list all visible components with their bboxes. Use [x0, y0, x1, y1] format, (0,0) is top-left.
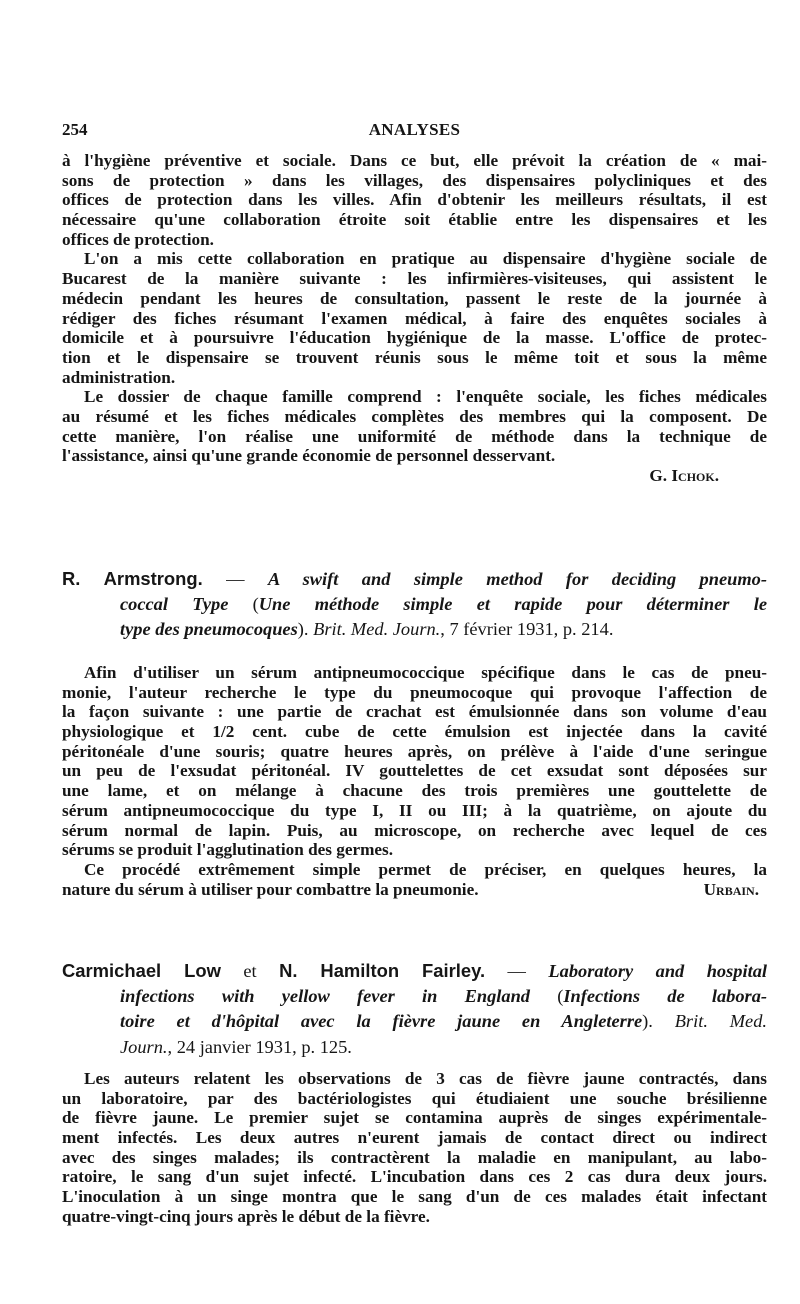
text-line: [62, 663, 767, 683]
text-line-content: sons de protection » dans les villages, des dispensaires polycliniques et des: [62, 170, 767, 190]
article-title: toire et d'hôpital avec la fièvre jaune en Angleterre: [120, 1011, 643, 1031]
text-line: [62, 1207, 767, 1227]
text-line-content: nécessaire qu'une collaboration étroite soit établie entre les dispensaires et les: [62, 210, 767, 230]
text-line-content: une lame, et on mélange à chacune des trois premières une gouttelette de: [62, 781, 767, 801]
text-line: [62, 368, 767, 388]
text-line: [62, 1128, 767, 1148]
entry-heading-line: [62, 617, 767, 643]
text-line-content: avec des singes malades; ils contractèrent la maladie en manipulant, au labo-: [62, 1147, 767, 1167]
text-line: [62, 1069, 767, 1089]
text-line-content: nature du sérum à utiliser pour combattre la pneumonie.: [62, 879, 479, 899]
citation-text: Brit. Med.: [674, 1011, 767, 1031]
paragraph: [62, 249, 767, 387]
section-3-body: [62, 1069, 767, 1227]
paragraph: [62, 663, 767, 860]
text-line-content: sérum antipneumococcique du type I, II ou III; à la quatrième, on ajoute du: [62, 800, 767, 820]
author-name: Carmichael Low: [62, 960, 221, 981]
citation-text: , 7 février 1931, p. 214.: [440, 619, 614, 639]
article-title: infections with yellow fever in England: [120, 985, 558, 1006]
text-line: [62, 742, 767, 762]
text-line-content: rédiger des fiches résumant l'examen médical, à faire des enquêtes sociales à: [62, 308, 767, 328]
section-2-heading: [62, 566, 767, 643]
text-line-content: péritonéale d'une souris; quatre heures après, on prélève à l'aide d'une seringue: [62, 741, 767, 761]
entry-heading-line-author: [62, 566, 767, 592]
text-line: [62, 722, 767, 742]
article-title: coccal Type: [120, 593, 253, 614]
text-line: [62, 446, 767, 466]
citation-text: ).: [642, 1011, 675, 1031]
signature: Urbain.: [703, 879, 759, 899]
text-line: [62, 249, 767, 269]
citation-text: , 24 janvier 1931, p. 125.: [167, 1036, 352, 1057]
text-line: [62, 151, 767, 171]
text-line-content: ratoire, le sang d'un sujet infecté. L'incubation dans ces 2 cas dura deux jours.: [62, 1167, 767, 1187]
article-title: Infections de labora-: [563, 985, 768, 1006]
text-line-content: monie, l'auteur recherche le type du pneumocoque qui provoque l'affection de: [62, 682, 767, 702]
citation-text: Brit. Med. Journ.: [313, 619, 441, 639]
text-line: [62, 190, 767, 210]
entry-heading-line: [62, 984, 767, 1010]
text-line-content: Les auteurs relatent les observations de 3 cas de fièvre jaune contractés, dans: [84, 1069, 767, 1088]
page-header: [62, 120, 767, 144]
text-line: [62, 309, 767, 329]
text-line-content: un laboratoire, par des bactériologistes qui étudiaient une souche brésilienne: [62, 1088, 767, 1108]
signature: G. Ichok.: [649, 466, 719, 485]
citation-text: ).: [297, 619, 314, 639]
text-line-content: ment infectés. Les deux autres n'eurent jamais de contact direct ou indirect: [62, 1128, 767, 1148]
text-line: [62, 230, 767, 250]
text-line: [62, 761, 767, 781]
article-title: type des pneumocoques: [120, 619, 298, 639]
text-line: [62, 821, 767, 841]
entry-heading-line: [62, 1035, 767, 1061]
text-line-content: sérums se produit l'agglutination des germes.: [62, 840, 394, 860]
author-name: R. Armstrong.: [62, 568, 203, 589]
section-1-body: [62, 151, 767, 466]
text-line: [62, 210, 767, 230]
text-line: [62, 1108, 767, 1128]
text-line-content: physiologique et 1/2 cent. cube de cette émulsion est injectée dans la cavité: [62, 722, 767, 742]
text-line: [62, 781, 767, 801]
text-line-content: L'on a mis cette collaboration en pratique au dispensaire d'hygiène sociale de: [84, 249, 767, 269]
citation-text: (: [252, 593, 259, 614]
citation-text: (: [557, 985, 564, 1006]
text-line: [62, 1187, 767, 1207]
text-line: [62, 702, 767, 722]
section-3-heading: [62, 958, 767, 1060]
text-line-content: un peu de l'exsudat péritonéal. IV gouttelettes de cet exsudat sont déposées sur: [62, 761, 767, 781]
text-line-content: médecin pendant les heures de consultation, passent le reste de la journée à: [62, 288, 767, 308]
paragraph: [62, 860, 767, 899]
text-line-content: offices de protection dans les villes. Afin d'obtenir les meilleurs résultats, il est: [62, 190, 767, 210]
section-1: [62, 151, 767, 486]
text-line-content: Bucarest de la manière suivante : les infirmières-visiteuses, qui assistent le: [62, 269, 767, 289]
text-line-content: Afin d'utiliser un sérum antipneumococcique spécifique dans le cas de pneu-: [84, 663, 767, 682]
text-line: [62, 269, 767, 289]
text-line-content: la façon suivante : une partie de crachat est émulsionnée dans son volume d'eau: [62, 702, 767, 722]
text-line: [62, 840, 767, 860]
citation-text: et: [220, 961, 280, 981]
text-line-content: sérum normal de lapin. Puis, au microscope, on recherche avec lequel de ces: [62, 820, 767, 840]
text-line-content: de fièvre jaune. Le premier sujet se contamina auprès de singes expérimentale-: [62, 1108, 767, 1128]
paragraph: [62, 151, 767, 249]
article-title: Laboratory and hospital: [548, 961, 767, 981]
text-line-content: quatre-vingt-cinq jours après le début de la fièvre.: [62, 1206, 430, 1226]
text-line: [62, 348, 767, 368]
text-line-content: cette manière, l'on réalise une uniformité de méthode dans la technique de: [62, 426, 767, 446]
text-line: [62, 387, 767, 407]
text-line: [62, 683, 767, 703]
citation-text: —: [485, 961, 549, 981]
text-line-content: à l'hygiène préventive et sociale. Dans ce but, elle prévoit la création de « mai-: [62, 151, 767, 170]
running-title: ANALYSES: [368, 120, 461, 139]
paragraph: [62, 387, 767, 466]
text-line-content: Le dossier de chaque famille comprend : l'enquête sociale, les fiches médicales: [84, 387, 767, 407]
citation-text: Journ.: [120, 1036, 168, 1057]
text-line: [62, 1148, 767, 1168]
text-line: [62, 427, 767, 447]
section-2: [62, 663, 767, 899]
text-line: [62, 1089, 767, 1109]
author-name: N. Hamilton Fairley.: [279, 960, 486, 981]
text-line: [62, 407, 767, 427]
page-number: 254: [62, 120, 88, 139]
text-line: [62, 171, 767, 191]
section-2-body: [62, 663, 767, 899]
text-line-content: Ce procédé extrêmement simple permet de préciser, en quelques heures, la: [84, 859, 767, 879]
paragraph: [62, 1069, 767, 1227]
text-line: [62, 289, 767, 309]
text-line-content: offices de protection.: [62, 229, 214, 249]
text-line-content: domicile et à poursuivre l'éducation hygiénique de la masse. L'office de protec-: [62, 328, 767, 348]
article-title: A swift and simple method for deciding pneumo-: [267, 569, 767, 589]
text-line-content: L'inoculation à un singe montra que le sang d'un de ces malades était infectant: [62, 1187, 767, 1207]
text-line: [62, 880, 767, 900]
text-line-content: administration.: [62, 367, 176, 387]
entry-heading-line-author: [62, 958, 767, 984]
text-line-content: l'assistance, ainsi qu'une grande économie de personnel desservant.: [62, 446, 556, 466]
entry-heading-line: [62, 1009, 767, 1035]
text-line: [62, 1167, 767, 1187]
text-line-content: au résumé et les fiches médicales complètes des membres qui la composent. De: [62, 406, 767, 426]
entry-heading-line: [62, 592, 767, 618]
section-3: [62, 1069, 767, 1227]
text-line-content: tion et le dispensaire se trouvent réunis sous le même toit et sous la même: [62, 347, 767, 367]
text-line: [62, 801, 767, 821]
text-line: [62, 860, 767, 880]
citation-text: —: [202, 569, 268, 589]
article-title: Une méthode simple et rapide pour déterminer le: [258, 593, 767, 614]
text-line: [62, 328, 767, 348]
